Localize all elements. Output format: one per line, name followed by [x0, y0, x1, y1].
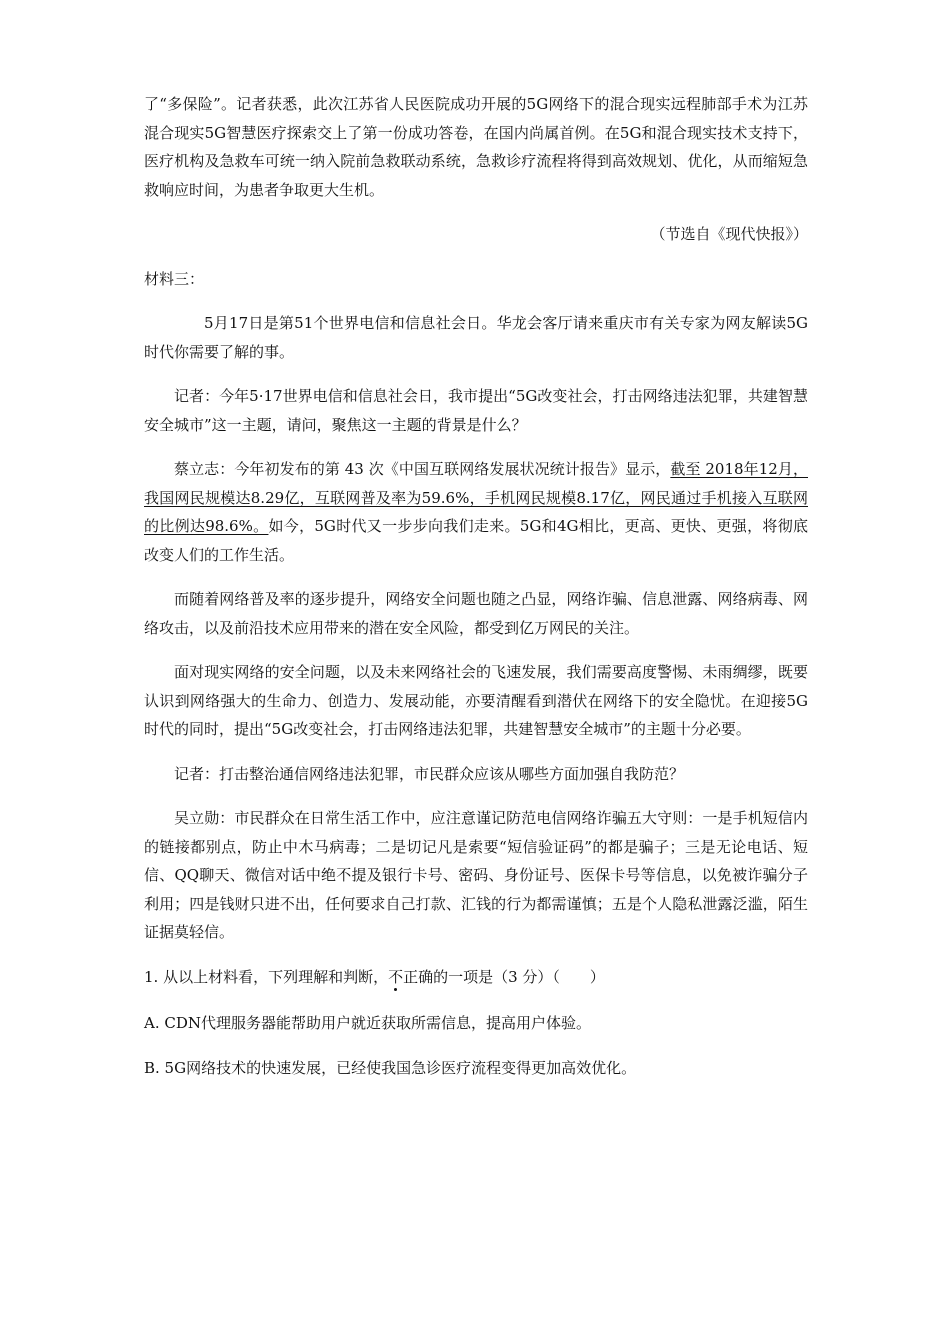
interview-answer-1-paragraph-3: 面对现实网络的安全问题，以及未来网络社会的飞速发展，我们需要高度警惕、未雨绸缪，既要认识到网络强大的生命力、创造力、发展动能，亦要清醒看到潜伏在网络下的安全隐忧。在迎接5G时代的同时，提出“5G改变社会，打击网络违法犯罪，共建智慧安全城市”的主题十分必要。 — [144, 663, 808, 738]
interview-answer-1 — [144, 455, 808, 569]
question-1-stem — [144, 963, 808, 992]
material2-source: （节选自《现代快报》） — [650, 225, 808, 243]
interview-answer-2: 吴立勋：市民群众在日常生活工作中，应注意谨记防范电信网络诈骗五大守则：一是手机短信内的链接都别点，防止中木马病毒；二是切记凡是索要“短信验证码”的都是骗子；三是无论电话、短信、QQ聊天、微信对话中绝不提及银行卡号、密码、身份证号、医保卡号等信息，以免被诈骗分子利用；四是钱财只进不出，任何要求自己打款、汇钱的行为都需谨慎；五是个人隐私泄露泛滥，陌生证据莫轻信。 — [144, 809, 808, 941]
answer-1-prefix: 蔡立志：今年初发布的第 43 次《中国互联网络发展状况统计报告》显示， — [174, 460, 671, 478]
answer-1-suffix: 如今，5G时代又一步步向我们走来。5G和4G相比，更高、更快、更强，将彻底改变人们的工作生活。 — [144, 517, 808, 564]
question-1-option-a: A. CDN代理服务器能帮助用户就近获取所需信息，提高用户体验。 — [144, 1014, 591, 1032]
emphasis-dot-char: 不 — [388, 967, 404, 986]
interview-answer-1-paragraph-2: 而随着网络普及率的逐步提升，网络安全问题也随之凸显，网络诈骗、信息泄露、网络病毒、网络攻击，以及前沿技术应用带来的潜在安全风险，都受到亿万网民的关注。 — [144, 590, 808, 637]
interview-question-2: 记者：打击整治通信网络违法犯罪，市民群众应该从哪些方面加强自我防范？ — [174, 764, 685, 783]
answer-1-underlined-statistics: 截至 2018年12月，我国网民规模达8.29亿，互联网普及率为59.6%，手机网民规模8.17亿，网民通过手机接入互联网的比例达98.6%。 — [144, 460, 808, 535]
question-1-option-b: B. 5G网络技术的快速发展，已经使我国急诊医疗流程变得更加高效优化。 — [144, 1058, 637, 1077]
material2-tail-paragraph: 了“多保险”。记者获悉，此次江苏省人民医院成功开展的5G网络下的混合现实远程肺部手术为江苏混合现实5G智慧医疗探索交上了第一份成功答卷，在国内尚属首例。在5G和混合现实技术支持下，医疗机构及急救车可统一纳入院前急救联动系统，急救诊疗流程将得到高效规划、优化，从而缩短急救响应时间，为患者争取更大生机。 — [144, 95, 808, 199]
question-1-stem-after: 正确的一项是（3 分）（ ） — [403, 967, 605, 986]
question-1-stem-before: 1. 从以上材料看，下列理解和判断， — [144, 967, 389, 986]
material3-intro: 5月17日是第51个世界电信和信息社会日。华龙会客厅请来重庆市有关专家为网友解读5G时代你需要了解的事。 — [144, 314, 808, 361]
document-page — [144, 90, 808, 1082]
interview-question-1: 记者：今年5·17世界电信和信息社会日，我市提出“5G改变社会，打击网络违法犯罪，共建智慧安全城市”这一主题，请问，聚焦这一主题的背景是什么？ — [144, 387, 808, 434]
material3-heading: 材料三： — [144, 269, 205, 288]
